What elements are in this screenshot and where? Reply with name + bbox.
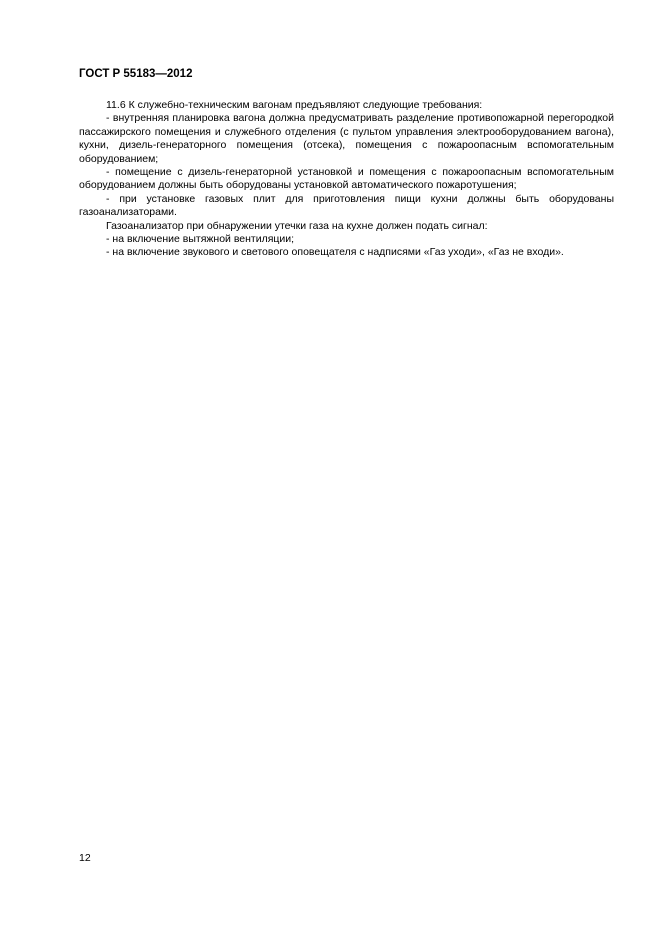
paragraph-gas-signal-intro: Газоанализатор при обнаружении утечки газа на кухне должен подать сигнал:	[106, 219, 488, 232]
document-body	[79, 99, 614, 260]
page-number: 12	[79, 852, 91, 864]
document-header: ГОСТ Р 55183—2012	[79, 68, 193, 80]
paragraph-gas-analyzers: - при установке газовых плит для приготовления пищи кухни должны быть оборудованы газоанализаторами.	[79, 192, 614, 219]
paragraph-section-11-6: 11.6 К служебно-техническим вагонам предъявляют следующие требования:	[106, 99, 483, 111]
paragraph-alarm: - на включение звукового и светового оповещателя с надписями «Газ уходи», «Газ не входи».	[106, 246, 564, 259]
paragraph-ventilation: - на включение вытяжной вентиляции;	[106, 233, 295, 246]
paragraph-fire-extinguishing: - помещение с дизель-генераторной установкой и помещения с пожароопасным вспомогательным оборудованием должны быть оборудованы установкой автоматического пожаротушения;	[79, 166, 614, 192]
paragraph-interior-layout: - внутренняя планировка вагона должна предусматривать разделение противопожарной перегородкой пассажирского помещения и служебного отделения (с пультом управления электрооборудованием вагона), кухни, дизель-генераторного помещения (отсека), помещения с пожароопасным вспомогательным оборудованием;	[79, 112, 614, 165]
